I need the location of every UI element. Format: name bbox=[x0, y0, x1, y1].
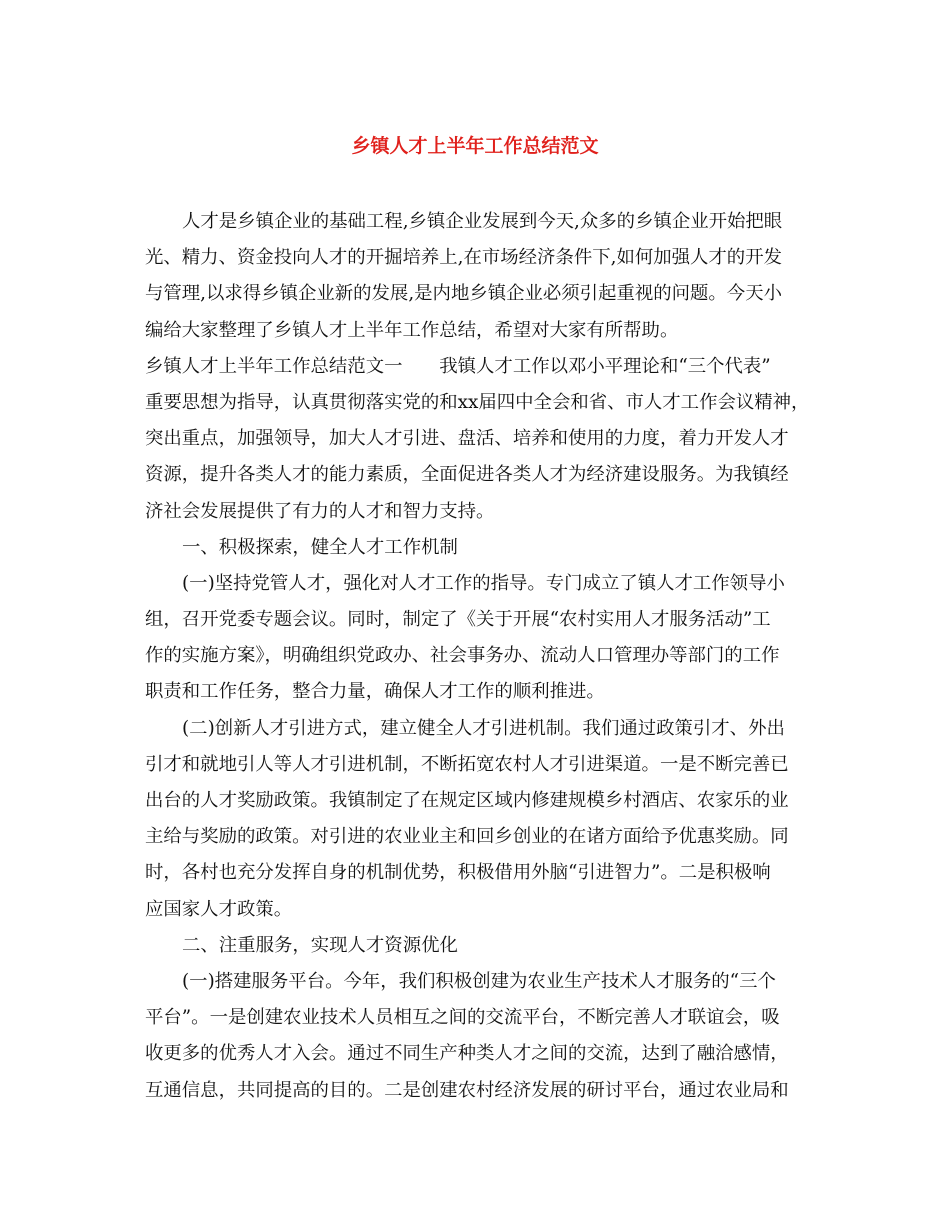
text-line: 主给与奖励的政策。对引进的农业业主和回乡创业的在诸方面给予优惠奖励。同 bbox=[145, 826, 789, 848]
text-line: 二、注重服务，实现人才资源优化 bbox=[182, 934, 458, 956]
text-line: 互通信息，共同提高的目的。二是创建农村经济发展的研讨平台，通过农业局和 bbox=[145, 1079, 789, 1101]
text-line: 编给大家整理了乡镇人才上半年工作总结，希望对大家有所帮助。 bbox=[145, 319, 679, 341]
text-line: 应国家人才政策。 bbox=[145, 898, 293, 920]
text-line: 济社会发展提供了有力的人才和智力支持。 bbox=[145, 500, 495, 522]
text-line: 资源，提升各类人才的能力素质，全面促进各类人才为经济建设服务。为我镇经 bbox=[145, 464, 789, 486]
text-line: 突出重点，加强领导，加大人才引进、盘活、培养和使用的力度，着力开发人才 bbox=[145, 428, 789, 450]
text-line: 出台的人才奖励政策。我镇制定了在规定区域内修建规模乡村酒店、农家乐的业 bbox=[145, 790, 789, 811]
text-line: 人才是乡镇企业的基础工程,乡镇企业发展到今天,众多的乡镇企业开始把眼 bbox=[182, 211, 783, 232]
text-line: 组，召开党委专题会议。同时，制定了《关于开展“农村实用人才服务活动”工 bbox=[145, 609, 771, 631]
text-line: 平台”。一是创建农业技术人员相互之间的交流平台，不断完善人才联谊会，吸 bbox=[145, 1007, 780, 1029]
text-line: 作的实施方案》，明确组织党政办、社会事务办、流动人口管理办等部门的工作 bbox=[145, 645, 780, 667]
text-line: (一)搭建服务平台。今年，我们积极创建为农业生产技术人才服务的“三个 bbox=[182, 970, 776, 992]
text-line: 职责和工作任务，整合力量，确保人才工作的顺利推进。 bbox=[145, 681, 605, 703]
text-line: 重要思想为指导，认真贯彻落实党的和xx届四中全会和省、市人才工作会议精神， bbox=[145, 391, 810, 413]
text-line: 时，各村也充分发挥自身的机制优势，积极借用外脑“引进智力”。二是积极响 bbox=[145, 862, 771, 884]
text-line: 引才和就地引人等人才引进机制，不断拓宽农村人才引进渠道。一是不断完善已 bbox=[145, 753, 789, 775]
text-line: 收更多的优秀人才入会。通过不同生产种类人才之间的交流，达到了融洽感情， bbox=[145, 1043, 789, 1065]
text-line: (一)坚持党管人才，强化对人才工作的指导。专门成立了镇人才工作领导小 bbox=[182, 572, 785, 594]
text-line: (二)创新人才引进方式，建立健全人才引进机制。我们通过政策引才、外出 bbox=[182, 717, 785, 739]
document-title: 乡镇人才上半年工作总结范文 bbox=[351, 135, 599, 157]
text-line: 乡镇人才上半年工作总结范文一 我镇人才工作以邓小平理论和“三个代表” bbox=[145, 355, 771, 377]
document-body bbox=[145, 204, 810, 1109]
text-line: 一、积极探索，健全人才工作机制 bbox=[182, 536, 458, 558]
text-line: 光、精力、资金投向人才的开掘培养上,在市场经济条件下,如何加强人才的开发 bbox=[145, 247, 782, 269]
text-line: 与管理,以求得乡镇企业新的发展,是内地乡镇企业必须引起重视的问题。今天小 bbox=[145, 283, 782, 305]
